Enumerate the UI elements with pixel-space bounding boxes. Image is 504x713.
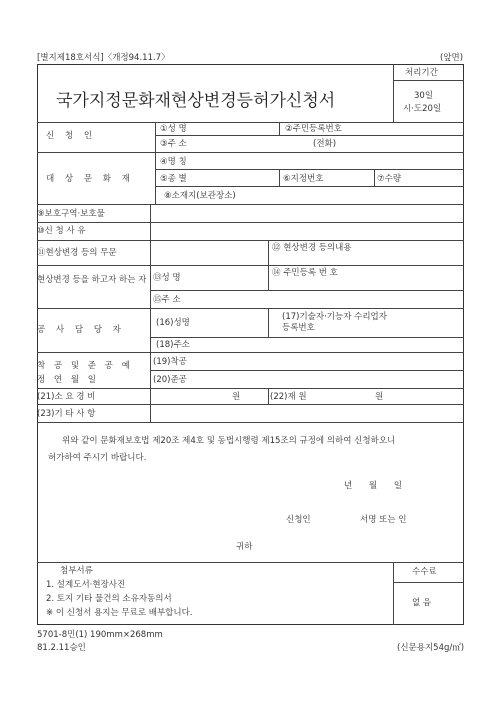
finish-label: (20)준공 — [153, 375, 187, 385]
date-line: 년 월 일 — [344, 481, 403, 491]
approval-date: 81.2.11승인 — [37, 643, 86, 653]
performer-name-label: ⑬성 명 — [153, 273, 181, 283]
contractor-name-label: (16)성명 — [156, 318, 190, 328]
other-label: (23)기 타 사 항 — [37, 409, 96, 419]
contractor-license-label: (17)기술자·기능자 수리업자등록번호 — [282, 312, 387, 333]
applicant-name-label: ①성 명 — [160, 124, 187, 134]
cost-unit: 원 — [232, 392, 241, 402]
page-title: 국가지정문화재현상변경등허가신청서 — [56, 91, 336, 111]
phone-label: (전화) — [313, 139, 337, 149]
cost-label: (21)소 요 경 비 — [37, 392, 96, 402]
attachment-item-2: 2. 토지 기타 물건의 소유자동의서 — [46, 594, 172, 604]
processing-label: 처리기간 — [405, 68, 438, 78]
funding-unit: 원 — [375, 392, 384, 402]
heritage-label: 대 상 문 화 재 — [46, 174, 134, 184]
paper-spec: (신문용지54g/㎡) — [397, 643, 465, 653]
statement-line1: 위와 같이 문화재보호법 제20조 제4호 및 동법시행령 제15조의 규정에 의하여 신청하오니 — [62, 436, 396, 446]
reason-label: ⑩신 청 사 유 — [37, 226, 86, 236]
resident-number-label: ②주민등록번호 — [285, 124, 342, 134]
signature-label: 서명 또는 인 — [360, 515, 407, 525]
attachments-title: 첨부서류 — [60, 566, 93, 576]
statement-line2: 허가하여 주시기 바랍니다. — [48, 453, 147, 463]
free-distribution-note: ※ 이 신청서 용지는 무료로 배부합니다. — [46, 608, 193, 618]
addressee-label: 귀하 — [236, 542, 253, 552]
applicant-address-label: ③주 소 — [160, 139, 187, 149]
designation-number-label: ⑥지정번호 — [283, 174, 324, 184]
performer-resident-label: ⑭ 주민등록 번 호 — [272, 268, 338, 278]
performer-label: 현상변경 등을 하고자 하는 자 — [37, 275, 147, 285]
side-label: (앞면) — [440, 53, 464, 63]
start-label: (19)착공 — [153, 357, 187, 367]
processing-days: 30일 — [414, 91, 434, 101]
signer-label: 신청인 — [286, 515, 311, 525]
location-label: ⑧소재지(보관장소) — [164, 191, 236, 201]
scope-label: ⑪현상변경 등의 무문 — [37, 248, 117, 258]
quantity-label: ⑦수량 — [377, 174, 402, 184]
form-spec: 5701-8민(1) 190mm×268mm — [37, 630, 163, 640]
form-number: [별지제18호서식]〈개정94.11.7〉 — [37, 53, 170, 63]
application-form — [37, 64, 464, 625]
applicant-label: 신 청 인 — [46, 131, 97, 141]
attachment-item-1: 1. 설계도서·현장사진 — [46, 580, 126, 590]
fee-value: 없 음 — [412, 598, 432, 608]
processing-sido: 시·도20일 — [403, 104, 442, 114]
contractor-address-label: (18)주소 — [156, 340, 190, 350]
heritage-type-label: ⑤종 별 — [160, 174, 187, 184]
change-content-label: ⑫ 현상변경 등의내용 — [272, 243, 352, 253]
funding-label: (22)재 원 — [270, 392, 307, 402]
fee-label: 수수료 — [412, 567, 437, 577]
heritage-name-label: ④명 칭 — [160, 157, 187, 167]
schedule-label: 착 공 및 준 공 예 정 연 월 일 — [37, 361, 133, 385]
protection-zone-label: ⑨보호구역·보호물 — [37, 209, 105, 219]
contractor-label: 공 사 담 당 자 — [37, 325, 125, 335]
performer-address-label: ⑮주 소 — [153, 295, 181, 305]
